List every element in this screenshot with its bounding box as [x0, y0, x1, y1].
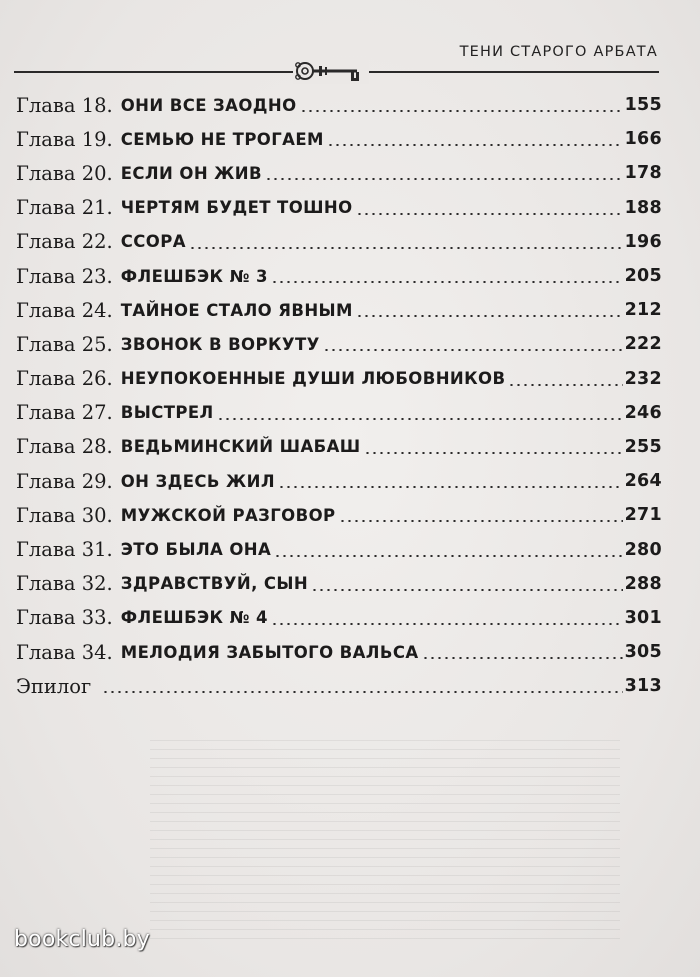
toc-entry — [16, 635, 662, 669]
toc-entry-page-number: 255 — [624, 436, 662, 457]
toc-entry-title: ОН ЗДЕСЬ ЖИЛ — [120, 471, 275, 491]
toc-entry-page-number: 313 — [624, 676, 662, 697]
bleed-through-texture — [150, 740, 620, 940]
toc-entry-leader-dots — [356, 213, 623, 215]
toc-entry-chapter-number: Глава 25. — [16, 332, 113, 356]
running-head-title: ТЕНИ СТАРОГО АРБАТА — [459, 44, 658, 60]
toc-entry-leader-dots — [278, 486, 623, 488]
toc-entry-chapter-number: Эпилог — [16, 674, 92, 698]
toc-entry-title: ВЫСТРЕЛ — [120, 403, 214, 423]
toc-entry-leader-dots — [274, 555, 622, 557]
toc-entry-chapter-number: Глава 33. — [16, 606, 113, 630]
toc-entry-page-number: 166 — [624, 129, 662, 150]
toc-entry-page-number: 264 — [624, 471, 662, 492]
toc-entry-title: ФЛЕШБЭК № 3 — [120, 266, 268, 286]
toc-entry — [16, 669, 662, 703]
toc-entry-page-number: 232 — [624, 368, 662, 389]
toc-entry — [16, 464, 662, 498]
toc-entry-title: ЭТО БЫЛА ОНА — [120, 540, 272, 560]
toc-entry-chapter-number: Глава 24. — [16, 298, 113, 322]
toc-entry-title: НЕУПОКОЕННЫЕ ДУШИ ЛЮБОВНИКОВ — [120, 369, 506, 389]
toc-entry-title: ЧЕРТЯМ БУДЕТ ТОШНО — [120, 198, 353, 218]
toc-entry-leader-dots — [265, 178, 623, 180]
toc-entry-chapter-number: Глава 31. — [16, 538, 113, 562]
toc-entry-chapter-number: Глава 26. — [16, 367, 113, 391]
toc-entry-page-number: 188 — [624, 197, 662, 218]
toc-entry-title: ОНИ ВСЕ ЗАОДНО — [120, 95, 297, 115]
toc-entry-page-number: 280 — [624, 539, 662, 560]
toc-entry-title: ВЕДЬМИНСКИЙ ШАБАШ — [120, 437, 361, 457]
toc-entry — [16, 122, 662, 156]
toc-entry — [16, 498, 662, 532]
toc-entry — [16, 430, 662, 464]
toc-entry-leader-dots — [339, 520, 623, 522]
toc-entry-leader-dots — [422, 657, 623, 659]
toc-entry-leader-dots — [364, 452, 623, 454]
toc-entry-chapter-number: Глава 27. — [16, 401, 113, 425]
toc-entry-leader-dots — [271, 623, 623, 625]
toc-entry-leader-dots — [217, 418, 623, 420]
toc-entry-page-number: 288 — [624, 573, 662, 594]
toc-entry-leader-dots — [102, 691, 622, 693]
toc-entry — [16, 259, 662, 293]
toc-entry-page-number: 212 — [624, 300, 662, 321]
key-icon — [293, 58, 369, 84]
watermark-logo: bookclub.by — [14, 927, 150, 952]
toc-entry-chapter-number: Глава 23. — [16, 264, 113, 288]
toc-entry-leader-dots — [356, 315, 623, 317]
toc-entry-title: ТАЙНОЕ СТАЛО ЯВНЫМ — [120, 300, 353, 320]
toc-entry-title: ССОРА — [120, 232, 186, 252]
toc-entry-title: СЕМЬЮ НЕ ТРОГАЕМ — [120, 129, 324, 149]
toc-entry — [16, 532, 662, 566]
toc-entry-page-number: 222 — [624, 334, 662, 355]
toc-entry-title: ФЛЕШБЭК № 4 — [120, 608, 268, 628]
toc-entry-chapter-number: Глава 19. — [16, 127, 113, 151]
toc-entry-leader-dots — [508, 384, 622, 386]
toc-entry-chapter-number: Глава 32. — [16, 572, 113, 596]
toc-entry-leader-dots — [271, 281, 623, 283]
toc-entry-title: ЗДРАВСТВУЙ, СЫН — [120, 574, 309, 594]
toc-entry — [16, 225, 662, 259]
toc-entry-chapter-number: Глава 21. — [16, 196, 113, 220]
table-of-contents — [16, 88, 662, 703]
toc-entry-chapter-number: Глава 34. — [16, 640, 113, 664]
toc-entry-chapter-number: Глава 22. — [16, 230, 113, 254]
toc-entry-chapter-number: Глава 18. — [16, 93, 113, 117]
toc-entry-page-number: 155 — [624, 95, 662, 116]
toc-entry — [16, 293, 662, 327]
toc-entry-leader-dots — [300, 110, 623, 112]
toc-entry — [16, 567, 662, 601]
toc-entry-title: МУЖСКОЙ РАЗГОВОР — [120, 505, 336, 525]
toc-entry — [16, 396, 662, 430]
toc-entry-page-number: 178 — [624, 163, 662, 184]
toc-entry-page-number: 305 — [624, 642, 662, 663]
toc-entry-leader-dots — [189, 247, 623, 249]
toc-entry — [16, 156, 662, 190]
toc-entry-leader-dots — [323, 349, 623, 351]
toc-entry-title: ЕСЛИ ОН ЖИВ — [120, 163, 262, 183]
toc-entry — [16, 88, 662, 122]
toc-entry-page-number: 301 — [624, 607, 662, 628]
toc-entry-page-number: 271 — [624, 505, 662, 526]
toc-entry-chapter-number: Глава 30. — [16, 503, 113, 527]
toc-entry-page-number: 196 — [624, 231, 662, 252]
toc-entry — [16, 362, 662, 396]
toc-entry — [16, 327, 662, 361]
toc-entry — [16, 601, 662, 635]
toc-entry-title: МЕЛОДИЯ ЗАБЫТОГО ВАЛЬСА — [120, 642, 419, 662]
toc-entry-title: ЗВОНОК В ВОРКУТУ — [120, 334, 320, 354]
toc-entry-page-number: 246 — [624, 402, 662, 423]
toc-entry-page-number: 205 — [624, 266, 662, 287]
toc-entry — [16, 191, 662, 225]
toc-entry-chapter-number: Глава 20. — [16, 161, 113, 185]
toc-entry-leader-dots — [311, 589, 622, 591]
toc-entry-chapter-number: Глава 29. — [16, 469, 113, 493]
toc-entry-chapter-number: Глава 28. — [16, 435, 113, 459]
toc-entry-leader-dots — [327, 144, 623, 146]
